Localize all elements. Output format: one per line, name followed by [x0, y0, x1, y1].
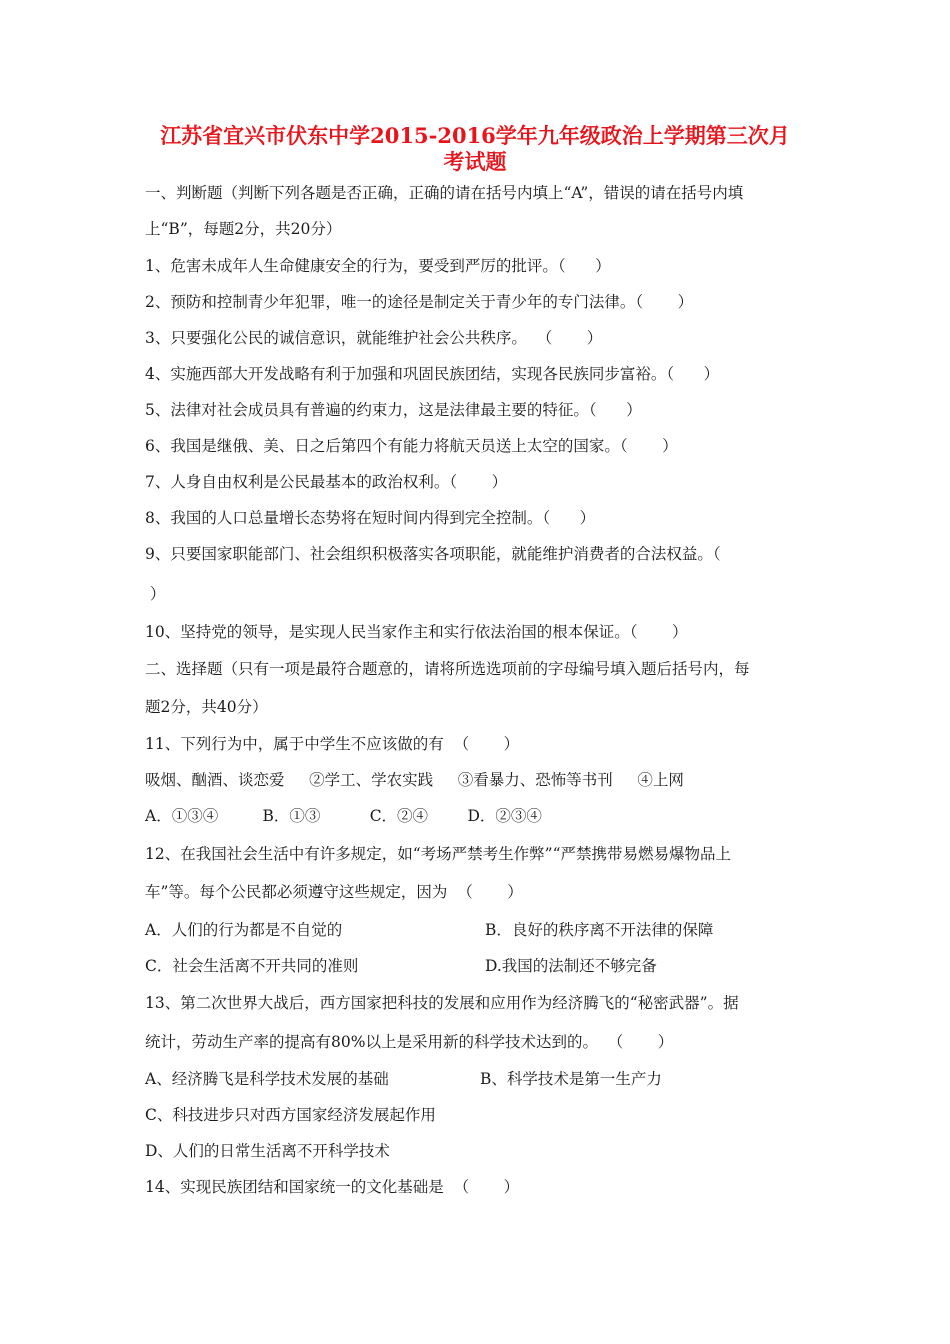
question-13-stem-line1: 13、第二次世界大战后，西方国家把科技的发展和应用作为经济腾飞的“秘密武器”。据 [145, 994, 739, 1012]
section2-header-line1: 二、选择题（只有一项是最符合题意的，请将所选选项前的字母编号填入题后括号内，每 [145, 660, 750, 678]
question-11-statements: 吸烟、酗酒、谈恋爱 ②学工、学农实践 ③看暴力、恐怖等书刊 ④上网 [145, 771, 684, 789]
judgment-item-3: 3、只要强化公民的诚信意识，就能维护社会公共秩序。 （ ） [145, 329, 603, 347]
judgment-item-9-continued: ） [145, 585, 166, 603]
judgment-item-10: 10、坚持党的领导，是实现人民当家作主和实行依法治国的根本保证。（ ） [145, 623, 688, 641]
judgment-item-9: 9、只要国家职能部门、社会组织积极落实各项职能，就能维护消费者的合法权益。（ [145, 545, 721, 563]
question-13-option-b: B、科学技术是第一生产力 [480, 1070, 662, 1088]
question-13-stem-line2: 统计，劳动生产率的提高有80%以上是采用新的科学技术达到的。 （ ） [145, 1033, 674, 1051]
judgment-item-7: 7、人身自由权利是公民最基本的政治权利。（ ） [145, 473, 508, 491]
section2-header-line2: 题2分，共40分） [145, 698, 268, 716]
question-13-option-a: A、经济腾飞是科学技术发展的基础 [145, 1070, 389, 1088]
question-13-option-d: D、人们的日常生活离不开科学技术 [145, 1142, 390, 1160]
judgment-item-1: 1、危害未成年人生命健康安全的行为，要受到严厉的批评。（ ） [145, 257, 611, 275]
question-12-option-a: A．人们的行为都是不自觉的 [145, 921, 343, 939]
judgment-item-5: 5、法律对社会成员具有普遍的约束力，这是法律最主要的特征。（ ） [145, 401, 642, 419]
judgment-item-6: 6、我国是继俄、美、日之后第四个有能力将航天员送上太空的国家。（ ） [145, 437, 678, 455]
section1-header-line1: 一、判断题（判断下列各题是否正确，正确的请在括号内填上“A”，错误的请在括号内填 [145, 184, 744, 202]
question-13-option-c: C、科技进步只对西方国家经济发展起作用 [145, 1106, 436, 1124]
question-11-stem: 11、下列行为中，属于中学生不应该做的有 （ ） [145, 735, 520, 753]
question-11-options: A．①③④ B．①③ C．②④ D．②③④ [145, 807, 542, 825]
question-14-stem: 14、实现民族团结和国家统一的文化基础是 （ ） [145, 1178, 520, 1196]
question-12-stem-line1: 12、在我国社会生活中有许多规定，如“考场严禁考生作弊”“严禁携带易燃易爆物品上 [145, 845, 731, 863]
judgment-item-2: 2、预防和控制青少年犯罪，唯一的途径是制定关于青少年的专门法律。（ ） [145, 293, 694, 311]
judgment-item-4: 4、实施西部大开发战略有利于加强和巩固民族团结，实现各民族同步富裕。（ ） [145, 365, 720, 383]
question-12-option-c: C．社会生活离不开共同的准则 [145, 957, 359, 975]
question-12-stem-line2: 车”等。每个公民都必须遵守这些规定，因为 （ ） [145, 883, 523, 901]
document-title-line2: 考试题 [443, 149, 507, 174]
judgment-item-8: 8、我国的人口总量增长态势将在短时间内得到完全控制。（ ） [145, 509, 596, 527]
section1-header-line2: 上“B”，每题2分，共20分） [145, 220, 342, 238]
question-12-option-b: B．良好的秩序离不开法律的保障 [485, 921, 714, 939]
question-12-option-d: D.我国的法制还不够完备 [485, 957, 657, 975]
document-title-line1: 江苏省宜兴市伏东中学2015-2016学年九年级政治上学期第三次月 [160, 123, 790, 148]
